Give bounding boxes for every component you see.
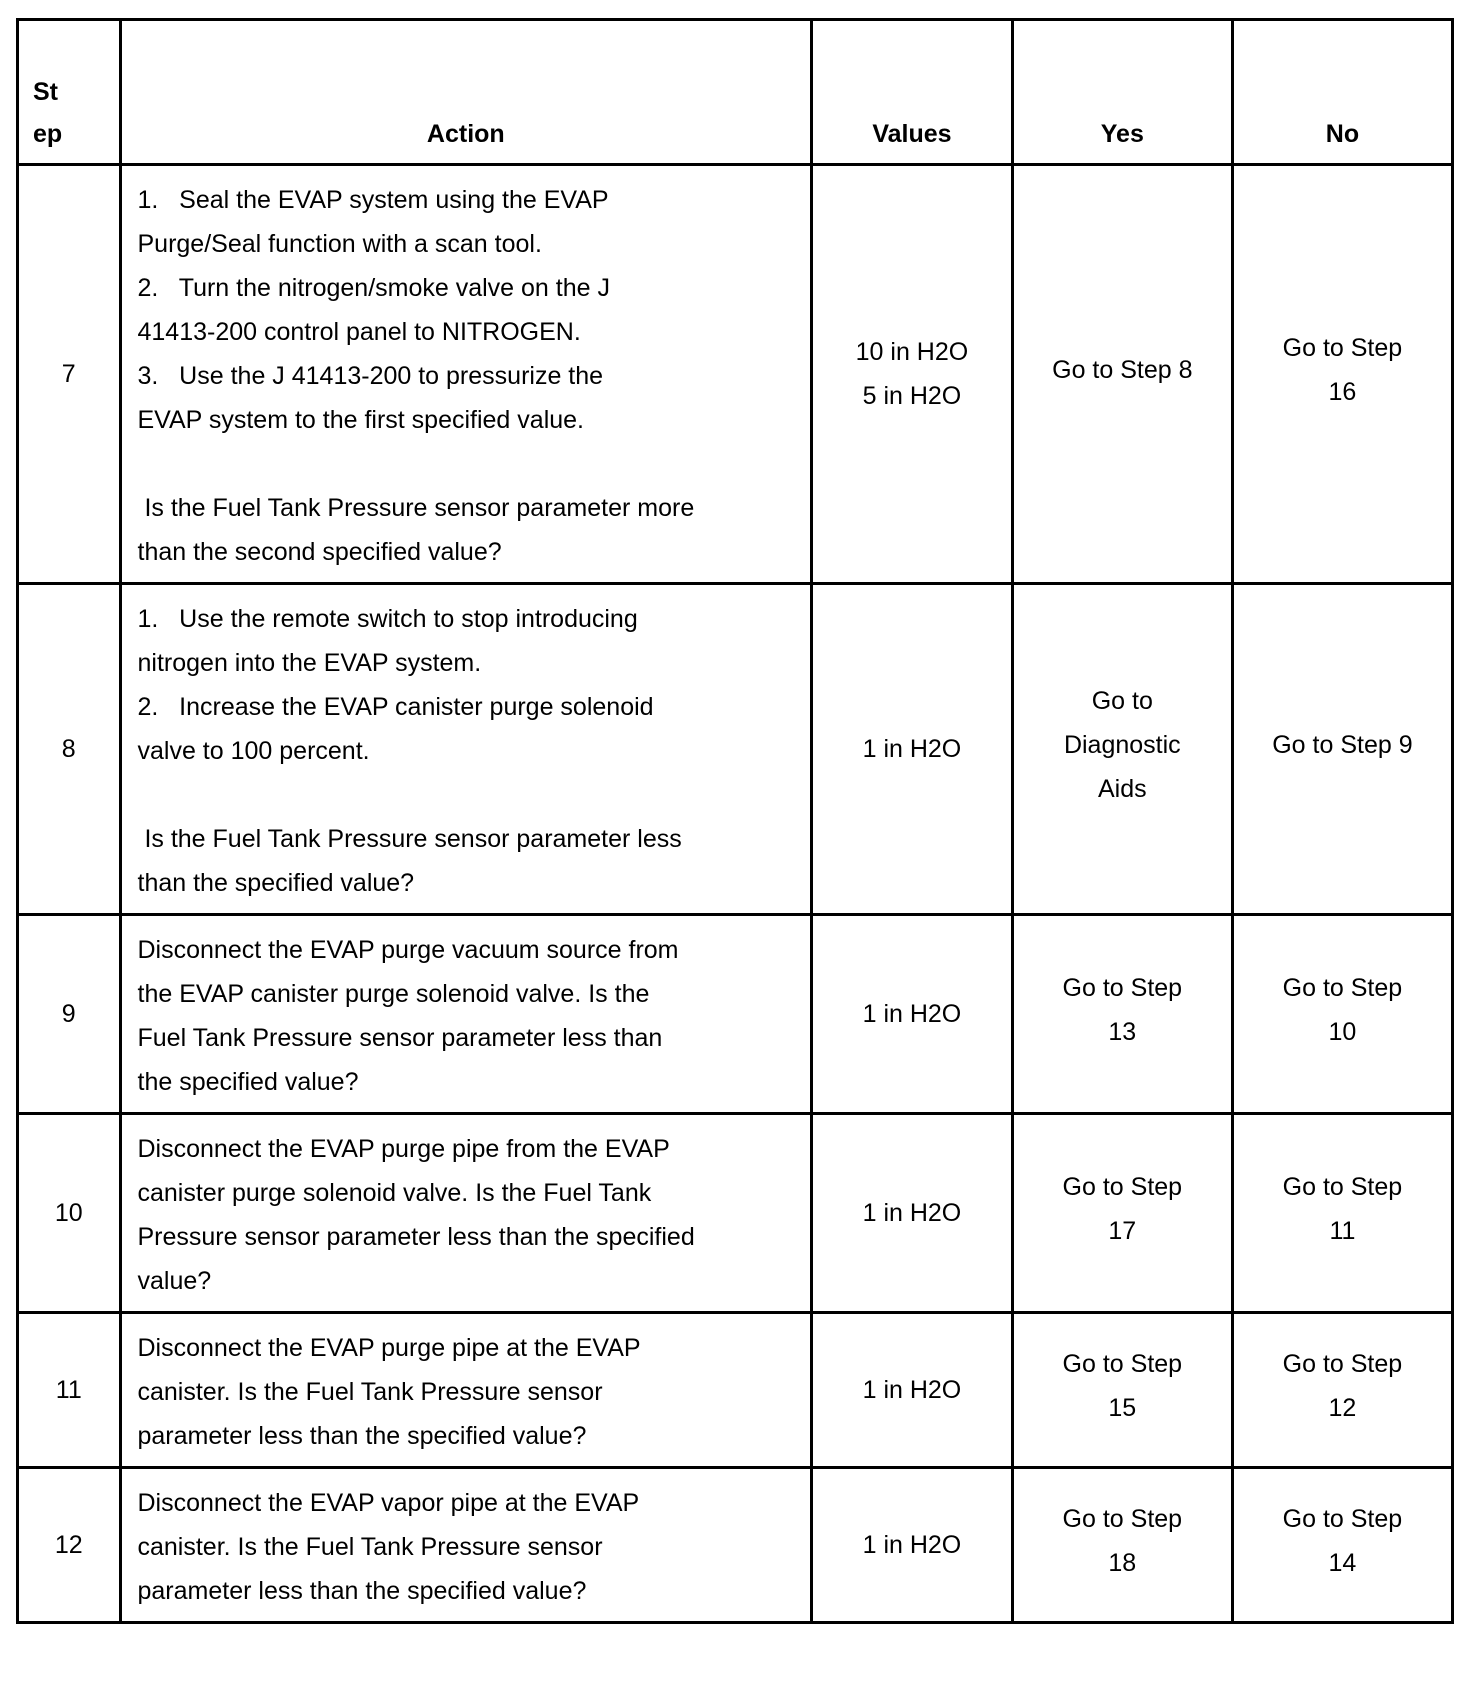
yes-line: Aids [1097, 775, 1147, 803]
no-line: 12 [1328, 1394, 1357, 1422]
yes-line: 17 [1108, 1217, 1137, 1245]
action-line: Pressure sensor parameter less than the specified [137, 1223, 695, 1251]
header-no: No [1232, 20, 1452, 165]
yes-cell [1012, 1114, 1232, 1313]
values-cell [812, 915, 1013, 1114]
table-row [18, 915, 1453, 1114]
no-line: Go to Step [1282, 1505, 1403, 1533]
yes-cell: Go to Step 8 [1012, 165, 1232, 584]
yes-line: Go to Step [1062, 1505, 1183, 1533]
table-row [18, 1313, 1453, 1468]
step-number: 10 [18, 1114, 121, 1313]
action-line: canister purge solenoid valve. Is the Fuel Tank [137, 1179, 652, 1207]
no-cell: Go to Step 9 [1232, 584, 1452, 915]
no-cell [1232, 1468, 1452, 1623]
step-number: 9 [18, 915, 121, 1114]
action-line: canister. Is the Fuel Tank Pressure sensor [137, 1378, 603, 1406]
action-line: 1. Seal the EVAP system using the EVAP [137, 186, 609, 214]
action-line: Purge/Seal function with a scan tool. [137, 230, 542, 258]
values-cell [812, 1468, 1013, 1623]
no-cell [1232, 1313, 1452, 1468]
action-line: Disconnect the EVAP vapor pipe at the EVAP [137, 1489, 640, 1517]
values-cell [812, 1313, 1013, 1468]
action-line: Fuel Tank Pressure sensor parameter less than [137, 1024, 663, 1052]
table-row [18, 1114, 1453, 1313]
table-row [18, 165, 1453, 584]
step-number: 12 [18, 1468, 121, 1623]
question-line: than the second specified value? [137, 538, 502, 566]
yes-cell [1012, 1313, 1232, 1468]
action-cell [120, 1114, 812, 1313]
diagnostic-table [16, 18, 1454, 1624]
yes-cell [1012, 915, 1232, 1114]
action-cell [120, 915, 812, 1114]
header-yes: Yes [1012, 20, 1232, 165]
yes-cell [1012, 584, 1232, 915]
action-line: nitrogen into the EVAP system. [137, 649, 482, 677]
action-line: valve to 100 percent. [137, 737, 370, 765]
value-text: 1 in H2O [862, 1199, 962, 1227]
yes-line: Go to Step [1062, 1350, 1183, 1378]
action-line: 2. Turn the nitrogen/smoke valve on the J [137, 274, 610, 302]
action-line: the EVAP canister purge solenoid valve. Is the [137, 980, 650, 1008]
action-line: Disconnect the EVAP purge pipe from the EVAP [137, 1135, 670, 1163]
action-cell [120, 165, 812, 584]
value-text: 1 in H2O [862, 735, 962, 763]
value-text: 1 in H2O [862, 1000, 962, 1028]
header-step-line1: St [33, 78, 58, 106]
yes-line: Go to Step [1062, 974, 1183, 1002]
action-line: 3. Use the J 41413-200 to pressurize the [137, 362, 604, 390]
yes-cell [1012, 1468, 1232, 1623]
yes-line: Diagnostic [1063, 731, 1181, 759]
action-line: parameter less than the specified value? [137, 1422, 587, 1450]
header-values: Values [812, 20, 1013, 165]
no-line: Go to Step [1282, 334, 1403, 362]
no-cell [1232, 165, 1452, 584]
no-line: 10 [1328, 1018, 1357, 1046]
action-line: 41413-200 control panel to NITROGEN. [137, 318, 581, 346]
values-cell [812, 584, 1013, 915]
action-line: Disconnect the EVAP purge vacuum source from [137, 936, 679, 964]
table-row [18, 584, 1453, 915]
step-number: 11 [18, 1313, 121, 1468]
values-cell [812, 1114, 1013, 1313]
no-line: Go to Step [1282, 1173, 1403, 1201]
yes-line: 18 [1108, 1549, 1137, 1577]
value-text: 1 in H2O [862, 1531, 962, 1559]
action-line: value? [137, 1267, 212, 1295]
action-line: 1. Use the remote switch to stop introducing [137, 605, 638, 633]
yes-line: Go to Step [1062, 1173, 1183, 1201]
no-line: Go to Step [1282, 1350, 1403, 1378]
step-number: 7 [18, 165, 121, 584]
yes-line: 15 [1108, 1394, 1137, 1422]
action-line: the specified value? [137, 1068, 359, 1096]
table-row [18, 1468, 1453, 1623]
no-line: 14 [1328, 1549, 1357, 1577]
no-cell [1232, 1114, 1452, 1313]
header-row [18, 20, 1453, 165]
action-cell [120, 1468, 812, 1623]
question-line: Is the Fuel Tank Pressure sensor parameter more [137, 494, 695, 522]
action-line: 2. Increase the EVAP canister purge solenoid [137, 693, 654, 721]
action-line: parameter less than the specified value? [137, 1577, 587, 1605]
question-line: Is the Fuel Tank Pressure sensor parameter less [137, 825, 682, 853]
action-cell [120, 1313, 812, 1468]
no-line: Go to Step [1282, 974, 1403, 1002]
no-line: 16 [1328, 378, 1357, 406]
header-action: Action [120, 20, 812, 165]
step-number: 8 [18, 584, 121, 915]
header-step-line2: ep [33, 120, 63, 148]
values-cell [812, 165, 1013, 584]
no-line: 11 [1329, 1217, 1356, 1245]
value-text: 1 in H2O [862, 1376, 962, 1404]
action-line: canister. Is the Fuel Tank Pressure sensor [137, 1533, 603, 1561]
yes-line: Go to [1091, 687, 1153, 715]
no-cell [1232, 915, 1452, 1114]
action-line: Disconnect the EVAP purge pipe at the EVAP [137, 1334, 641, 1362]
value-text: 10 in H2O [855, 338, 969, 366]
question-line: than the specified value? [137, 869, 415, 897]
yes-line: 13 [1108, 1018, 1137, 1046]
action-cell [120, 584, 812, 915]
value-text: 5 in H2O [862, 382, 962, 410]
action-line: EVAP system to the first specified value. [137, 406, 584, 434]
header-step [18, 20, 121, 165]
